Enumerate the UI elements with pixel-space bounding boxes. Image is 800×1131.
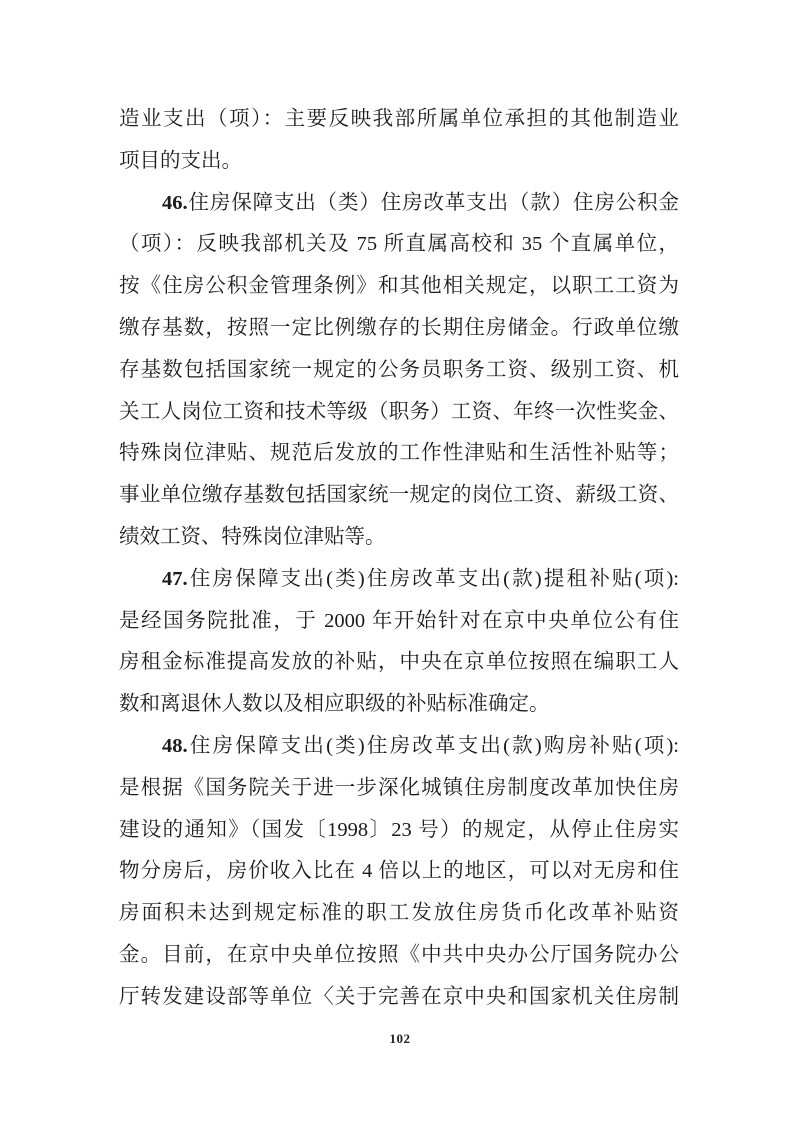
page-number: 102	[389, 1031, 411, 1046]
text-line-clause-47	[119, 559, 679, 601]
text-line: 特殊岗位津贴、规范后发放的工作性津贴和生活性补贴等；	[119, 442, 679, 465]
text-line: 厅转发建设部等单位〈关于完善在京中央和国家机关住房制	[119, 985, 679, 1008]
text-line: 绩效工资、特殊岗位津贴等。	[119, 525, 386, 548]
paragraph-number: 48.	[162, 734, 188, 757]
text-line-body: 住房保障支出(类)住房改革支出(款)提租补贴(项):	[187, 567, 679, 590]
text-line: 存基数包括国家统一规定的公务员职务工资、级别工资、机	[119, 358, 679, 381]
text-line: 金。目前，在京中央单位按照《中共中央办公厅国务院办公	[119, 943, 679, 966]
text-block	[119, 99, 679, 1019]
text-line: 物分房后，房价收入比在 4 倍以上的地区，可以对无房和住	[119, 860, 679, 883]
text-line-body: 住房保障支出(类)住房改革支出(款)购房补贴(项):	[187, 734, 679, 757]
text-line: 是根据《国务院关于进一步深化城镇住房制度改革加快住房	[119, 776, 679, 799]
text-line-clause-48	[119, 726, 679, 768]
text-line: （项）：反映我部机关及 75 所直属高校和 35 个直属单位，	[119, 233, 679, 256]
paragraph-number: 46.	[162, 191, 188, 214]
text-line: 项目的支出。	[119, 149, 242, 172]
text-line: 关工人岗位工资和技术等级（职务）工资、年终一次性奖金、	[119, 400, 679, 423]
text-line: 是经国务院批准，于 2000 年开始针对在京中央单位公有住	[119, 609, 679, 632]
text-line: 造业支出（项）：主要反映我部所属单位承担的其他制造业	[119, 108, 679, 130]
text-line: 房面积未达到规定标准的职工发放住房货币化改革补贴资	[119, 902, 679, 925]
text-line: 房租金标准提高发放的补贴，中央在京单位按照在编职工人	[119, 651, 679, 674]
text-line: 按《住房公积金管理条例》和其他相关规定，以职工工资为	[119, 275, 679, 298]
text-line: 建设的通知》（国发〔1998〕23 号）的规定，从停止住房实	[119, 818, 679, 841]
text-line-body: 住房保障支出（类）住房改革支出（款）住房公积金	[187, 191, 679, 214]
text-line: 事业单位缴存基数包括国家统一规定的岗位工资、薪级工资、	[119, 484, 679, 507]
paragraph-number: 47.	[162, 567, 188, 590]
text-line: 缴存基数，按照一定比例缴存的长期住房储金。行政单位缴	[119, 316, 679, 339]
text-line: 数和离退休人数以及相应职级的补贴标准确定。	[119, 693, 550, 716]
text-line-clause-46	[119, 183, 679, 225]
